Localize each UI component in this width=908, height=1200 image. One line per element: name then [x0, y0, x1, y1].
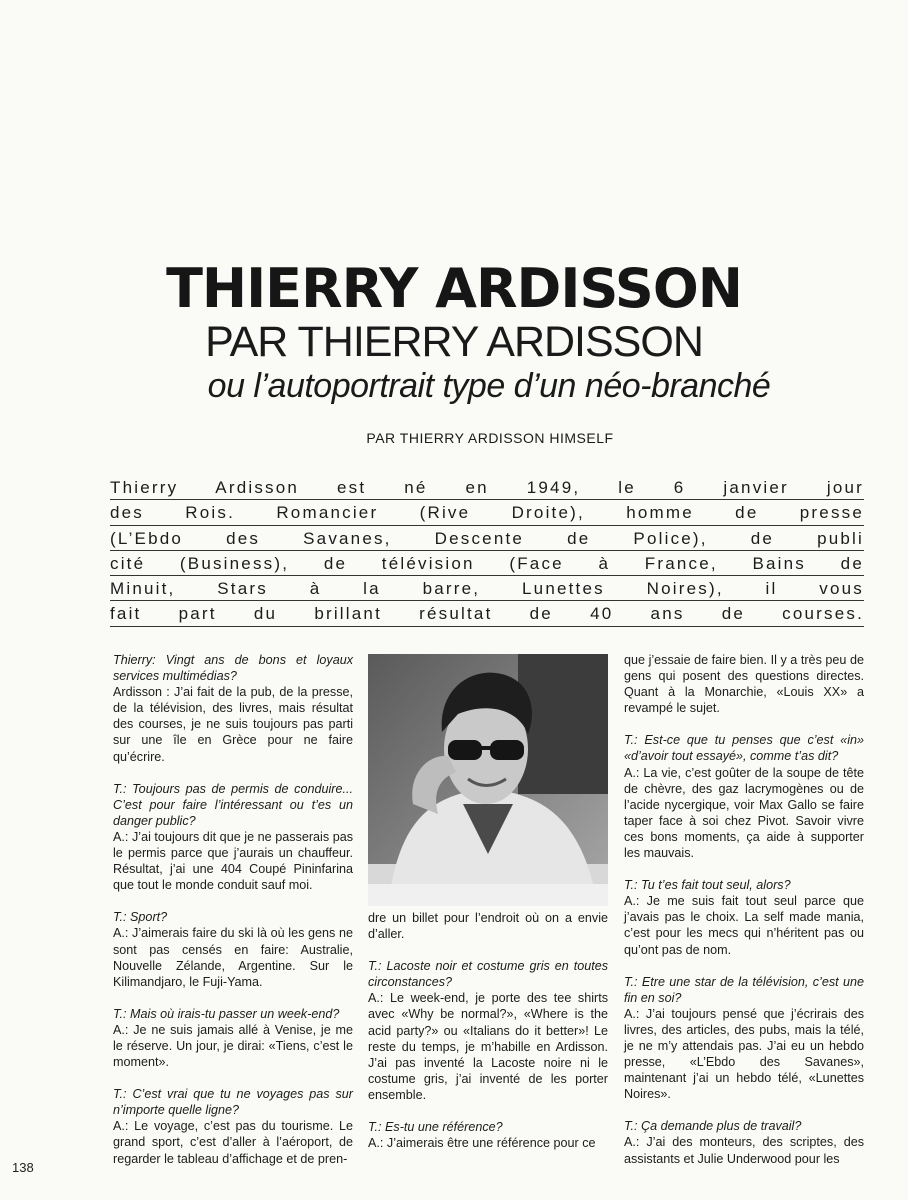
question: T.: Es-tu une référence?	[368, 1120, 503, 1135]
portrait-illustration	[368, 654, 608, 906]
article-title: THIERRY ARDISSON	[166, 257, 742, 320]
intro-paragraph	[110, 475, 864, 627]
answer: A.: J’ai toujours dit que je ne passerais pas le permis parce que j’aurais un chauffeur. Résultat, j’ai une 404 Coupé Pininfarina que tout le monde conduit sauf moi.	[113, 829, 353, 893]
question: T.: Mais où irais-tu passer un week-end?	[113, 1006, 340, 1021]
answer: Ardisson : J’ai fait de la pub, de la presse, de la télévision, des livres, mais résultat des courses, je ne suis toujours pas parti sur une île en Grèce pour ne faire qu’écrire.	[113, 685, 353, 764]
text-column-1	[113, 652, 353, 1167]
answer: que j’essaie de faire bien. Il y a très peu de gens qui posent des questions directes. Quant à la Monarchie, «Louis XX» a revampé le sujet.	[624, 653, 864, 716]
question: T.: Toujours pas de permis de conduire... C’est pour faire l’intéressant ou t’es un danger public?	[113, 781, 353, 828]
byline: PAR THIERRY ARDISSON HIMSELF	[366, 430, 614, 446]
question: T.: Sport?	[113, 910, 168, 925]
portrait-photo	[368, 654, 608, 906]
question: T.: Est-ce que tu penses que c’est «in» «d’avoir tout essayé», comme t’as dit?	[624, 733, 864, 764]
article-tagline: ou l’autoportrait type d’un néo-branché	[207, 367, 771, 405]
answer: A.: Le voyage, c’est pas du tourisme. Le grand sport, c’est d’aller à l’aéroport, de regarder le tableau d’affichage et de pren-	[113, 1119, 353, 1166]
answer: A.: J’ai des monteurs, des scriptes, des assistants et Julie Underwood pour les	[624, 1135, 864, 1166]
answer: A.: Le week-end, je porte des tee shirts avec «Why be normal?», «Where is the acid party?» ou «Italians do it better»! Le reste du temps, je m’habille en Ardisson. J’ai pas inventé la Lacoste noire ni le costume gris, j’ai inventé de les porter ensemble.	[368, 991, 608, 1102]
intro-line: fait part du brillant résultat de 40 ans de courses.	[110, 601, 864, 626]
question: T.: C’est vrai que tu ne voyages pas sur n’importe quelle ligne?	[113, 1087, 353, 1118]
text-column-3	[624, 652, 864, 1167]
question: T.: Etre une star de la télévision, c’est une fin en soi?	[624, 974, 864, 1005]
answer: dre un billet pour l’endroit où on a envie d’aller.	[368, 911, 608, 942]
article-subtitle: PAR THIERRY ARDISSON	[205, 318, 703, 366]
answer: A.: J’aimerais faire du ski là où les gens ne sont pas censés en faire: Australie, Nouvelle Zélande, Argentine. Sur le Kilimandjaro, le Fuji-Yama.	[113, 926, 353, 989]
text-column-2	[368, 910, 608, 1151]
intro-line: Minuit, Stars à la barre, Lunettes Noires), il vous	[110, 576, 864, 601]
question: Thierry: Vingt ans de bons et loyaux services multimédias?	[113, 653, 353, 684]
answer: A.: Je ne suis jamais allé à Venise, je me le réserve. Un jour, je dirai: «Tiens, c’est le moment».	[113, 1022, 353, 1070]
answer: A.: Je me suis fait tout seul parce que j’avais pas le choix. La self made mania, c’est pour les mecs qui n’héritent pas ou qu’ont pas de nom.	[624, 894, 864, 957]
answer: A.: J’ai toujours pensé que j’écrirais des livres, des articles, des pubs, mais la télé, je ne m’y attendais pas. J’ai eu un hebdo presse, «L’Ebdo des Savanes», maintenant j’ai un hebdo télé, «Lunettes Noires».	[624, 1006, 864, 1102]
intro-line: (L’Ebdo des Savanes, Descente de Police), de publi	[110, 526, 864, 551]
question: T.: Lacoste noir et costume gris en toutes circonstances?	[368, 959, 608, 990]
answer: A.: J’aimerais être une référence pour ce	[368, 1136, 596, 1151]
intro-line: Thierry Ardisson est né en 1949, le 6 janvier jour	[110, 475, 864, 500]
intro-line: des Rois. Romancier (Rive Droite), homme de presse	[110, 500, 864, 525]
answer: A.: La vie, c’est goûter de la soupe de tête de chèvre, des gaz lacrymogènes ou de l’acide nycergique, voir Max Gallo se faire taper face à soi chez Pivot. Savoir vivre ces bons moments, ça aide à supporter les mauvais.	[624, 765, 864, 861]
page-number: 138	[12, 1160, 34, 1175]
question: T.: Tu t’es fait tout seul, alors?	[624, 878, 791, 893]
intro-line: cité (Business), de télévision (Face à France, Bains de	[110, 551, 864, 576]
question: T.: Ça demande plus de travail?	[624, 1119, 802, 1134]
